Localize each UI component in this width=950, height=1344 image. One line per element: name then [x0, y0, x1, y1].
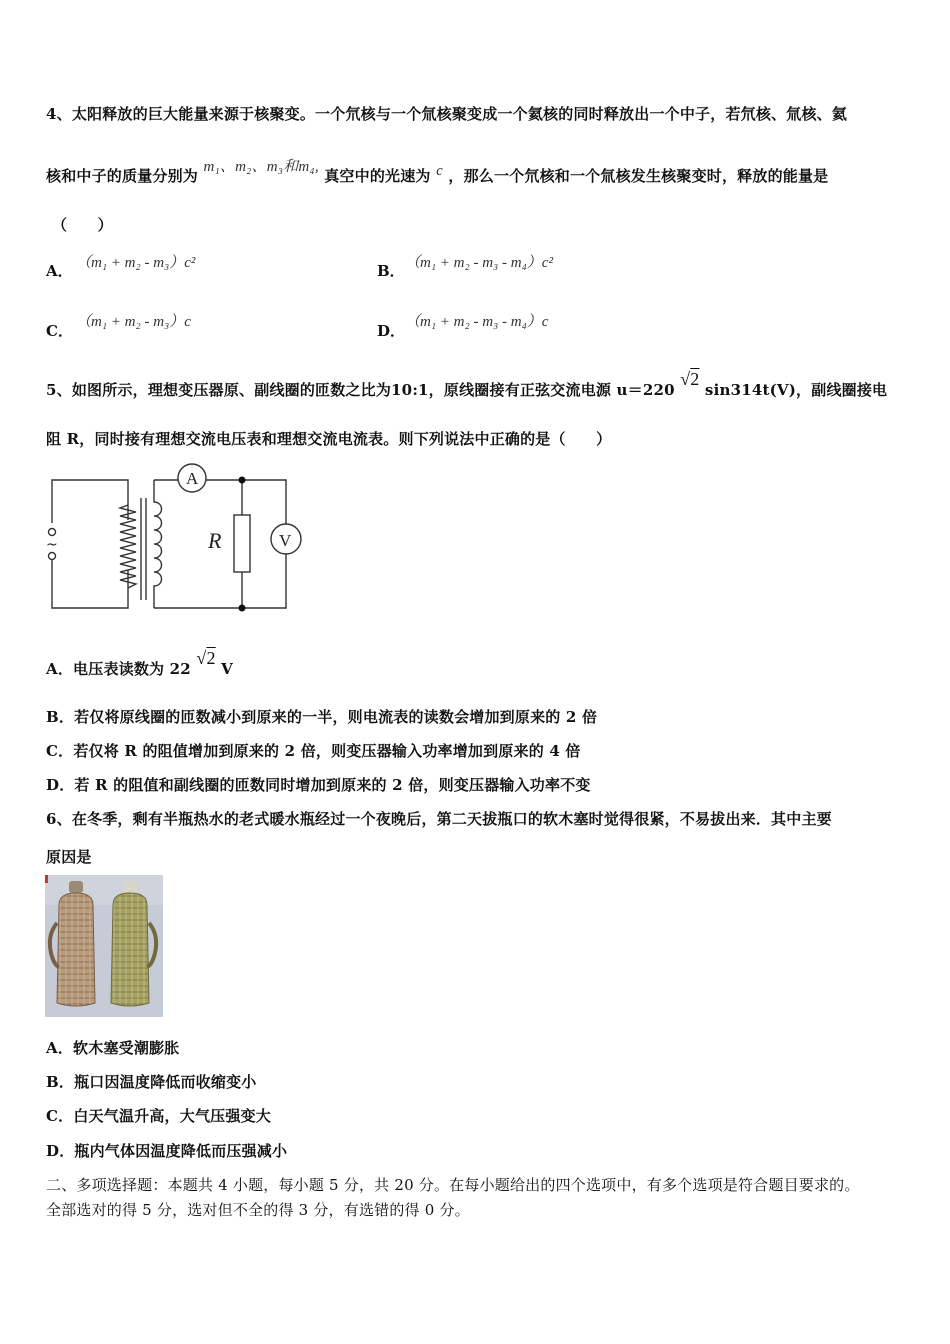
section2-instructions-line2: 全部选对的得 5 分，选对但不全的得 3 分，有选错的得 0 分。 — [46, 1201, 470, 1219]
q5-option-a-unit: V — [221, 660, 233, 678]
q4-stem-line1: 4、太阳释放的巨大能量来源于核聚变。一个氘核与一个氚核聚变成一个氦核的同时释放出一个中子，若氘核、氚核、氦 — [46, 105, 848, 123]
q4-option-b-letter[interactable]: B． — [377, 262, 405, 280]
section2-instructions-line1: 二、多项选择题：本题共 4 小题，每小题 5 分，共 20 分。在每小题给出的四个选项中，有多个选项是符合题目要求的。 — [46, 1176, 860, 1194]
transformer-circuit-diagram — [40, 460, 310, 620]
q4-line2-mid: 真空中的光速为 — [324, 167, 431, 185]
junction-bottom — [239, 605, 246, 612]
q5-option-a[interactable] — [46, 648, 233, 679]
resistor-label: R — [208, 528, 222, 553]
q4-option-c-formula: （m₁ + m₂ - m₃）c — [76, 314, 191, 330]
q6-stem-line2: 原因是 — [46, 848, 92, 866]
primary-wire-bottom — [52, 560, 128, 608]
q5-option-a-text: A．电压表读数为 22 — [46, 660, 191, 678]
q5-stem-line2: 阻 R，同时接有理想交流电压表和理想交流电流表。则下列说法中正确的是（ ） — [46, 430, 612, 448]
q5-line1-suffix: sin314t(V)，副线圈接电 — [704, 381, 888, 399]
secondary-wire-top-right — [206, 480, 286, 524]
ac-source-symbol: ~ — [46, 537, 58, 553]
right-bottle-body — [111, 893, 149, 1006]
q5-line1-prefix: 5、如图所示，理想变压器原、副线圈的匝数之比为10:1，原线圈接有正弦交流电源 — [46, 381, 612, 399]
terminal-bottom — [49, 553, 56, 560]
q6-option-c[interactable]: C．白天气温升高，大气压强变大 — [46, 1107, 271, 1125]
q5-voltage-eq: u＝220 — [616, 381, 675, 399]
q4-stem-line2 — [46, 159, 829, 186]
q4-option-d-formula: （m₁ + m₂ - m₃ - m₄）c — [405, 314, 549, 330]
right-bottle-cap — [123, 881, 137, 893]
q4-option-b-formula: （m₁ + m₂ - m₃ - m₄）c² — [405, 255, 553, 271]
q4-option-d-letter[interactable]: D． — [377, 322, 406, 340]
thermos-bottles-photo — [45, 875, 163, 1017]
q4-line2-prefix: 核和中子的质量分别为 — [46, 167, 199, 185]
q6-stem-line1: 6、在冬季，剩有半瓶热水的老式暖水瓶经过一个夜晚后，第二天拔瓶口的软木塞时觉得很紧，不易拔出来．其中主要 — [46, 810, 832, 828]
terminal-top — [49, 529, 56, 536]
q4-option-a-formula: （m₁ + m₂ - m₃）c² — [76, 255, 196, 271]
q4-option-c-letter[interactable]: C． — [46, 322, 73, 340]
q6-option-a[interactable]: A．软木塞受潮膨胀 — [46, 1039, 180, 1057]
q4-answer-blank: （ ） — [52, 216, 113, 234]
secondary-wire-bottom — [154, 554, 286, 608]
left-bottle-body — [57, 893, 95, 1006]
q5-option-a-sqrt2: √2 — [196, 648, 216, 668]
q5-sqrt2: √2 — [680, 369, 700, 389]
q4-option-a-letter[interactable]: A． — [46, 262, 73, 280]
q6-option-b[interactable]: B．瓶口因温度降低而收缩变小 — [46, 1073, 257, 1091]
voltmeter-label: V — [279, 531, 292, 550]
q5-option-c[interactable]: C．若仅将 R 的阻值增加到原来的 2 倍，则变压器输入功率增加到原来的 4 倍 — [46, 742, 581, 760]
resistor-body — [234, 515, 250, 572]
q4-line2-suffix: ，那么一个氘核和一个氚核发生核聚变时，释放的能量是 — [448, 167, 829, 185]
q6-option-d[interactable]: D．瓶内气体因温度降低而压强减小 — [46, 1142, 288, 1160]
q5-option-b[interactable]: B．若仅将原线圈的匝数减小到原来的一半，则电流表的读数会增加到原来的 2 倍 — [46, 708, 598, 726]
junction-top — [239, 477, 246, 484]
primary-wire-top — [52, 480, 128, 523]
ammeter-label: A — [186, 469, 199, 488]
q4-masses: m₁、m₂、m₃和m₄, — [203, 159, 319, 175]
q5-option-d[interactable]: D．若 R 的阻值和副线圈的匝数同时增加到原来的 2 倍，则变压器输入功率不变 — [46, 776, 591, 794]
secondary-coil — [154, 480, 162, 608]
q4-light-speed: c — [436, 163, 443, 179]
left-bottle-cap — [69, 881, 83, 893]
q5-stem-line1 — [46, 369, 888, 400]
